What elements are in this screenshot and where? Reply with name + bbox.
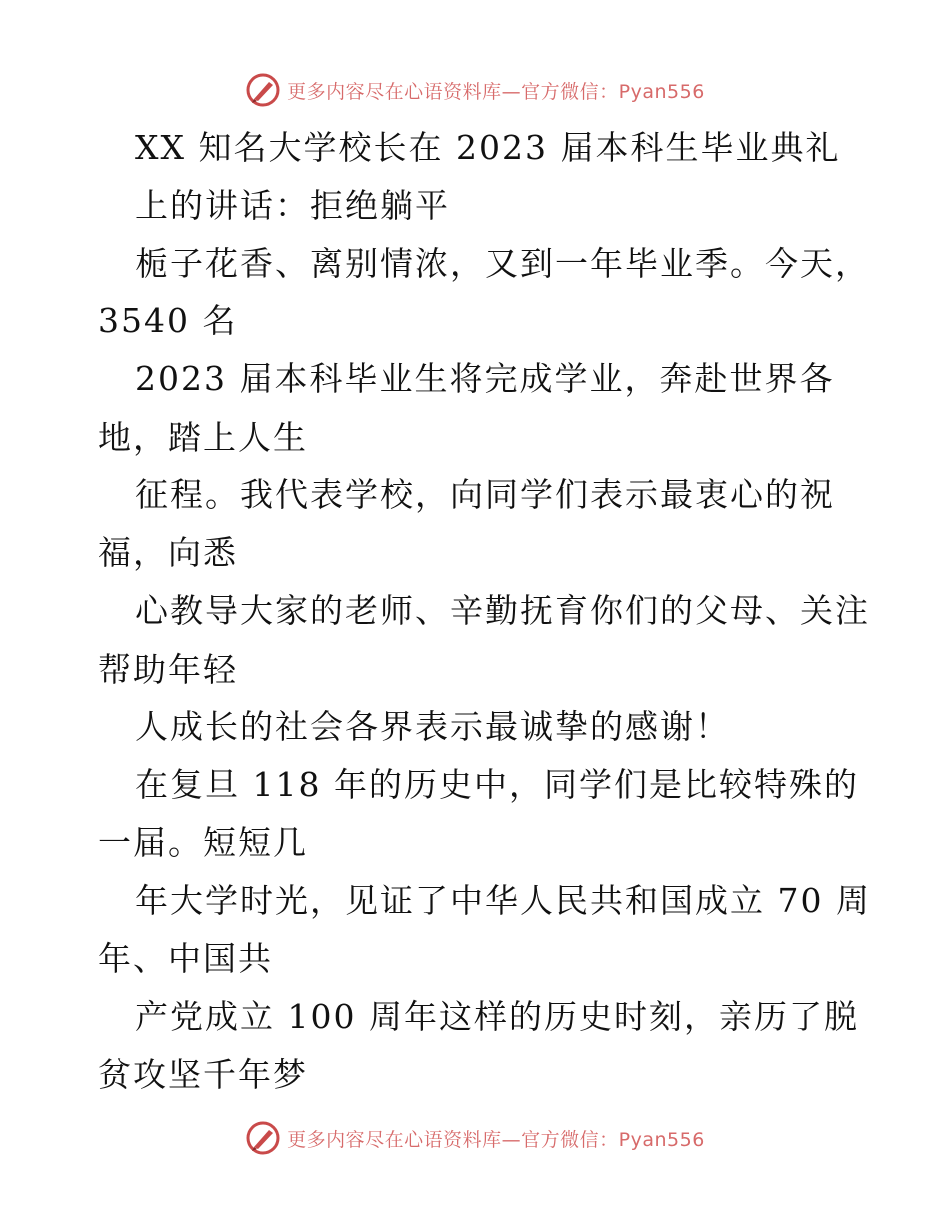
paragraph-line: 心教导大家的老师、辛勤抚育你们的父母、关注 [135,591,870,630]
paragraph-line: 帮助年轻 [98,650,238,689]
paragraph-line: 福，向悉 [98,533,238,572]
paragraph-line: 3540 名 [98,301,238,340]
pen-circle-logo-icon [245,1120,281,1156]
watermark-text: 更多内容尽在心语资料库—官方微信：Pyan556 [287,1128,705,1151]
paragraph-line: 贫攻坚千年梦 [98,1055,308,1094]
paragraph-line: 地，踏上人生 [98,418,308,457]
paragraph-line: 征程。我代表学校，向同学们表示最衷心的祝 [135,475,835,514]
paragraph-line: 栀子花香、离别情浓，又到一年毕业季。今天， [135,244,870,283]
paragraph-line: 年大学时光，见证了中华人民共和国成立 70 周 [135,881,871,920]
title-line: XX 知名大学校长在 2023 届本科生毕业典礼 [135,128,841,167]
paragraph-line: 一届。短短几 [98,823,308,862]
paragraph-line: 产党成立 100 周年这样的历史时刻，亲历了脱 [135,997,859,1036]
paragraph-line: 2023 届本科毕业生将完成学业，奔赴世界各 [135,359,835,398]
paragraph-line: 在复旦 118 年的历史中，同学们是比较特殊的 [135,765,859,804]
footer-watermark [0,1118,950,1158]
title-line: 上的讲话：拒绝躺平 [135,186,450,225]
watermark-text: 更多内容尽在心语资料库—官方微信：Pyan556 [287,80,705,103]
paragraph-line: 人成长的社会各界表示最诚挚的感谢！ [135,707,730,746]
paragraph-line: 年、中国共 [98,939,273,978]
